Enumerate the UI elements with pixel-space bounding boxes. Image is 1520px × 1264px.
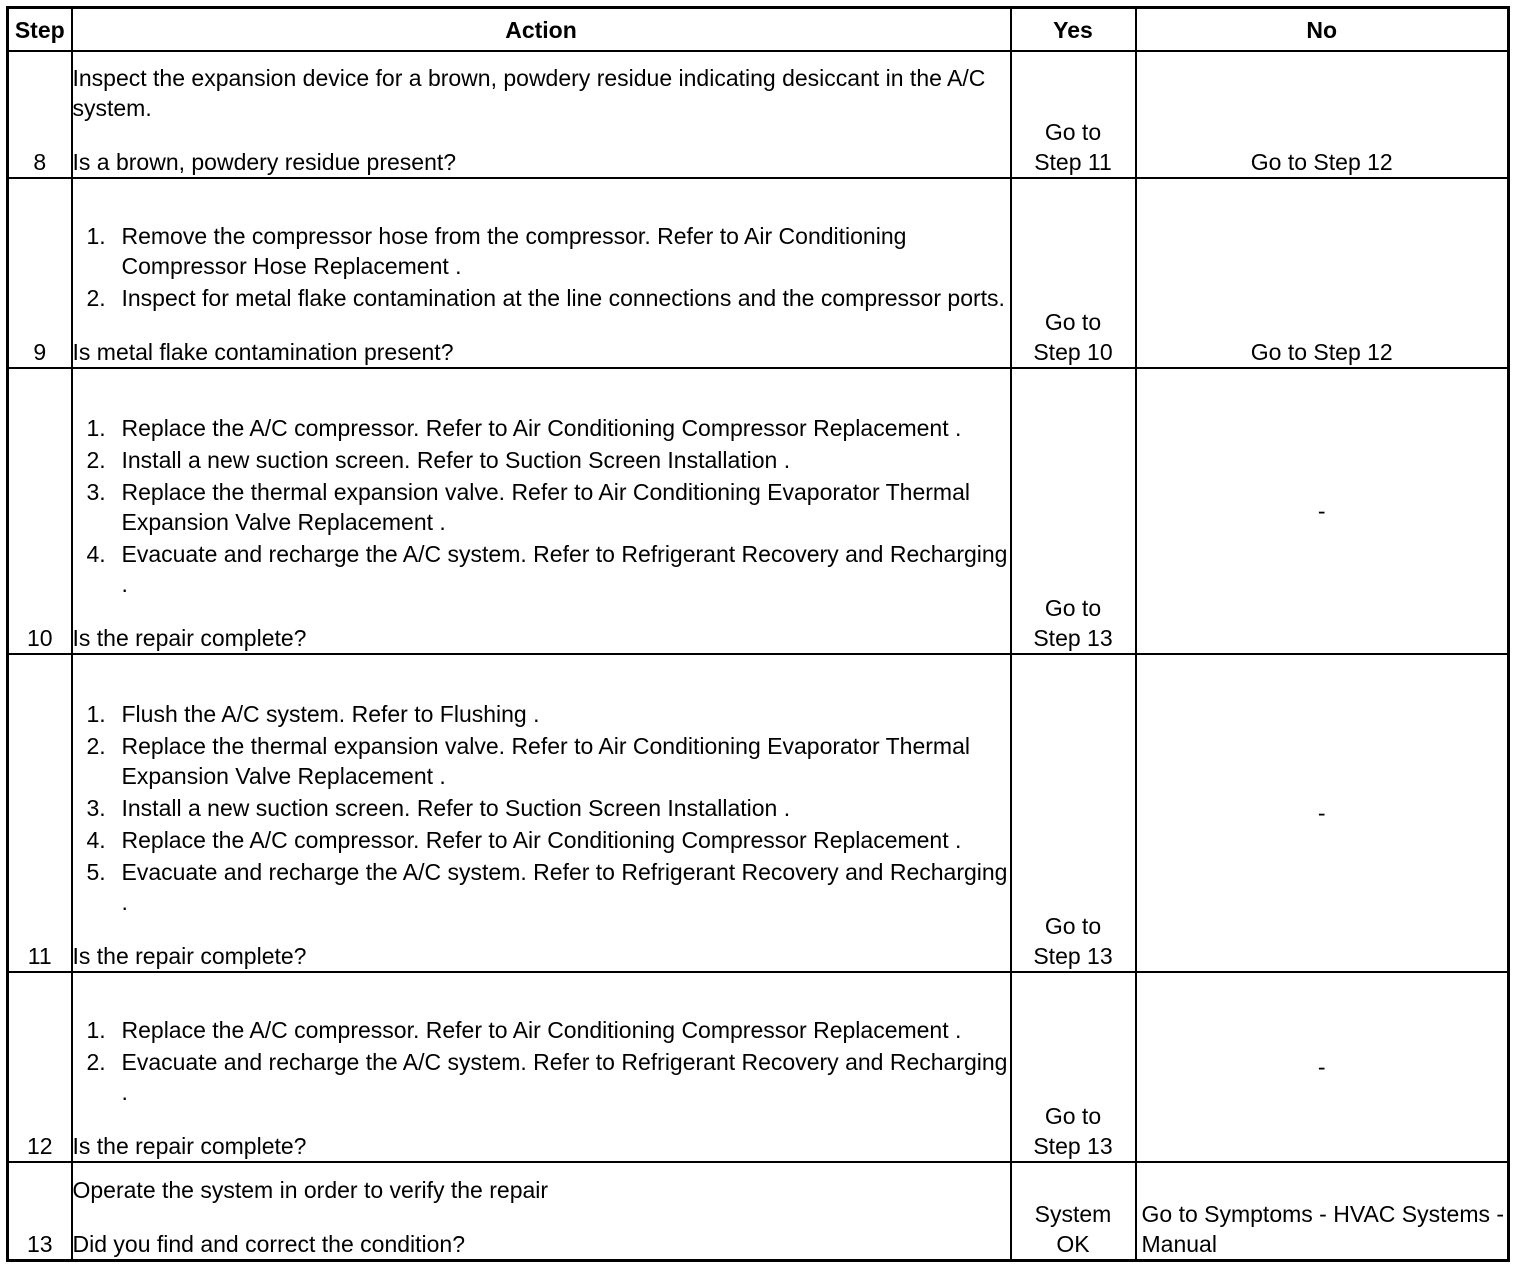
yes-cell bbox=[1011, 368, 1136, 654]
list-item-text: Replace the A/C compressor. Refer to Air Conditioning Compressor Replacement . bbox=[121, 1017, 962, 1043]
yes-line-2: Step 13 bbox=[1033, 1133, 1113, 1159]
action-list bbox=[73, 1015, 1010, 1107]
list-item: 2. Replace the thermal expansion valve. Refer to Air Conditioning Evaporator Thermal Expansion Valve Replacement . bbox=[86, 733, 970, 789]
list-item-text: Install a new suction screen. Refer to Suction Screen Installation . bbox=[121, 447, 791, 473]
list-item: 2. Install a new suction screen. Refer to Suction Screen Installation . bbox=[86, 447, 791, 473]
action-cell bbox=[72, 51, 1011, 178]
list-item-text: Replace the A/C compressor. Refer to Air Conditioning Compressor Replacement . bbox=[121, 415, 962, 441]
action-question: Is the repair complete? bbox=[72, 943, 307, 969]
header-yes: Yes bbox=[1011, 8, 1136, 52]
step-number: 9 bbox=[8, 178, 72, 368]
list-item-text: Inspect for metal flake contamination at the line connections and the compressor ports. bbox=[121, 285, 1005, 311]
no-cell: Go to Symptoms - HVAC Systems - Manual bbox=[1136, 1162, 1509, 1260]
yes-cell bbox=[1011, 1162, 1136, 1260]
list-item: 3. Install a new suction screen. Refer to Suction Screen Installation . bbox=[86, 795, 791, 821]
diagnostic-table bbox=[6, 6, 1510, 1262]
action-text: Operate the system in order to verify the repair bbox=[72, 1176, 549, 1203]
list-item-text: Install a new suction screen. Refer to Suction Screen Installation . bbox=[121, 795, 791, 821]
list-item: 1. Replace the A/C compressor. Refer to Air Conditioning Compressor Replacement . bbox=[86, 1017, 962, 1043]
table-row bbox=[8, 972, 1509, 1162]
list-item: 1. Replace the A/C compressor. Refer to Air Conditioning Compressor Replacement . bbox=[86, 415, 962, 441]
header-no: No bbox=[1136, 8, 1509, 52]
yes-line-2: Step 11 bbox=[1034, 149, 1112, 175]
list-item: 4. Replace the A/C compressor. Refer to Air Conditioning Compressor Replacement . bbox=[86, 827, 962, 853]
list-item-text: Remove the compressor hose from the compressor. Refer to Air Conditioning Compressor Hose Replacement . bbox=[121, 223, 907, 279]
yes-cell bbox=[1011, 178, 1136, 368]
action-cell bbox=[72, 1162, 1011, 1260]
header-action: Action bbox=[72, 8, 1011, 52]
step-number: 12 bbox=[8, 972, 72, 1162]
yes-line-2: Step 13 bbox=[1033, 943, 1113, 969]
no-cell: - bbox=[1136, 972, 1509, 1162]
action-question: Is metal flake contamination present? bbox=[72, 339, 454, 365]
no-cell: - bbox=[1136, 654, 1509, 972]
header-row bbox=[8, 8, 1509, 52]
yes-cell bbox=[1011, 51, 1136, 178]
yes-cell bbox=[1011, 972, 1136, 1162]
list-item: 5. Evacuate and recharge the A/C system. Refer to Refrigerant Recovery and Recharging . bbox=[86, 859, 1008, 915]
step-number: 10 bbox=[8, 368, 72, 654]
yes-line-2: Step 13 bbox=[1033, 625, 1113, 651]
action-text: Inspect the expansion device for a brown, powdery residue indicating desiccant in the A/C system. bbox=[72, 65, 986, 121]
table-row bbox=[8, 1162, 1509, 1260]
action-question: Did you find and correct the condition? bbox=[72, 1230, 466, 1257]
action-cell bbox=[72, 972, 1011, 1162]
yes-line-1: Go to bbox=[1044, 913, 1102, 939]
list-item: 3. Replace the thermal expansion valve. Refer to Air Conditioning Evaporator Thermal Expansion Valve Replacement . bbox=[86, 479, 970, 535]
list-item: 1. Flush the A/C system. Refer to Flushing . bbox=[86, 701, 540, 727]
yes-line-1: Go to bbox=[1044, 1103, 1102, 1129]
no-cell: - bbox=[1136, 368, 1509, 654]
list-item-text: Flush the A/C system. Refer to Flushing . bbox=[121, 701, 540, 727]
list-item: 2. Evacuate and recharge the A/C system. Refer to Refrigerant Recovery and Recharging . bbox=[86, 1049, 1008, 1105]
action-cell bbox=[72, 654, 1011, 972]
list-item: 4. Evacuate and recharge the A/C system. Refer to Refrigerant Recovery and Recharging . bbox=[86, 541, 1008, 597]
list-item: 1. Remove the compressor hose from the compressor. Refer to Air Conditioning Compressor Hose Replacement . bbox=[86, 223, 907, 279]
action-cell bbox=[72, 368, 1011, 654]
table-row bbox=[8, 368, 1509, 654]
action-question: Is the repair complete? bbox=[72, 625, 307, 651]
no-cell: Go to Step 12 bbox=[1136, 178, 1509, 368]
yes-line-2: OK bbox=[1056, 1230, 1090, 1257]
step-number: 11 bbox=[8, 654, 72, 972]
list-item: 2. Inspect for metal flake contamination at the line connections and the compressor ports. bbox=[86, 285, 1005, 311]
table-row bbox=[8, 654, 1509, 972]
header-step: Step bbox=[8, 8, 72, 52]
table-row bbox=[8, 51, 1509, 178]
step-number: 8 bbox=[8, 51, 72, 178]
list-item-text: Replace the thermal expansion valve. Refer to Air Conditioning Evaporator Thermal Expansion Valve Replacement . bbox=[121, 733, 970, 789]
table-row bbox=[8, 178, 1509, 368]
yes-line-2: Step 10 bbox=[1033, 339, 1113, 365]
list-item-text: Replace the thermal expansion valve. Refer to Air Conditioning Evaporator Thermal Expansion Valve Replacement . bbox=[121, 479, 970, 535]
action-question: Is a brown, powdery residue present? bbox=[72, 149, 457, 175]
list-item-text: Replace the A/C compressor. Refer to Air Conditioning Compressor Replacement . bbox=[121, 827, 962, 853]
action-list bbox=[73, 221, 1010, 313]
no-cell: Go to Step 12 bbox=[1136, 51, 1509, 178]
list-item-text: Evacuate and recharge the A/C system. Refer to Refrigerant Recovery and Recharging . bbox=[121, 859, 1008, 915]
action-question: Is the repair complete? bbox=[72, 1133, 307, 1159]
action-cell bbox=[72, 178, 1011, 368]
list-item-text: Evacuate and recharge the A/C system. Refer to Refrigerant Recovery and Recharging . bbox=[121, 1049, 1008, 1105]
yes-line-1: Go to bbox=[1044, 119, 1102, 145]
yes-line-1: Go to bbox=[1044, 309, 1102, 335]
yes-line-1: Go to bbox=[1044, 595, 1102, 621]
yes-line-1: System bbox=[1034, 1200, 1112, 1227]
step-number: 13 bbox=[8, 1162, 72, 1260]
yes-cell bbox=[1011, 654, 1136, 972]
action-list bbox=[73, 699, 1010, 917]
list-item-text: Evacuate and recharge the A/C system. Refer to Refrigerant Recovery and Recharging . bbox=[121, 541, 1008, 597]
action-list bbox=[73, 413, 1010, 599]
